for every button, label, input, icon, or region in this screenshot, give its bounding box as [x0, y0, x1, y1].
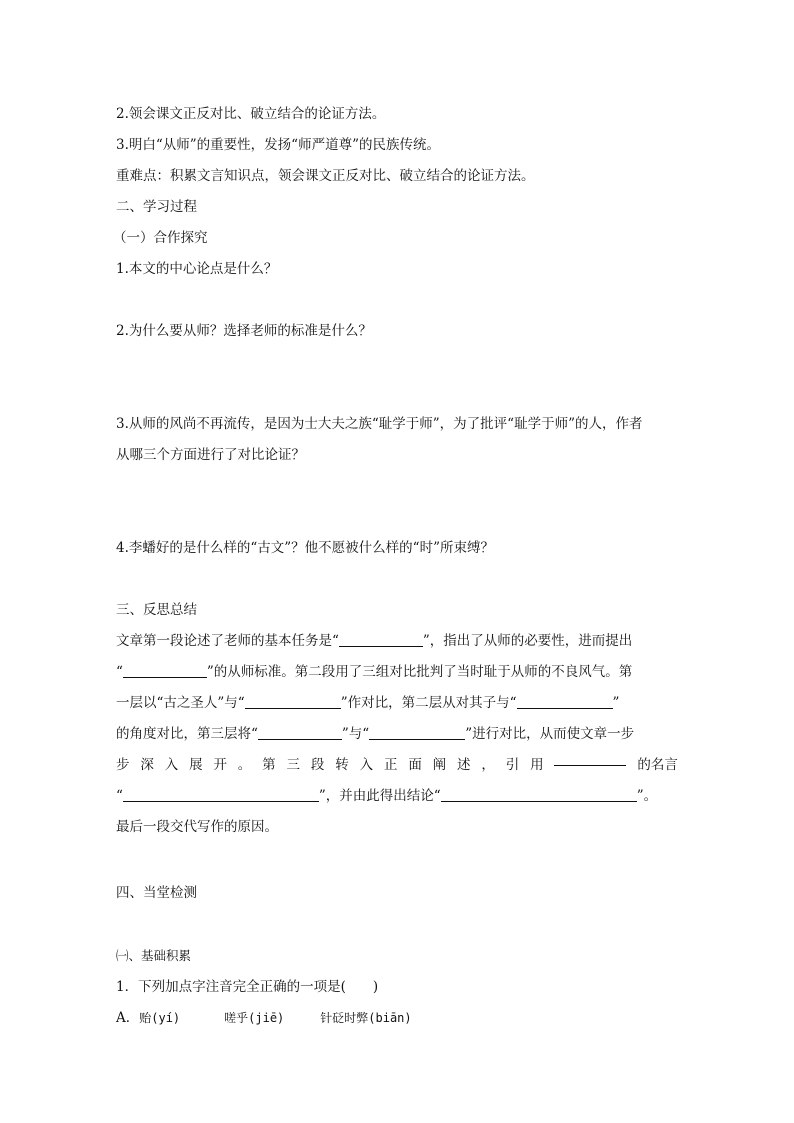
summary-row-2 — [116, 657, 678, 688]
summary-char: 深 — [140, 757, 154, 773]
summary-row-4 — [116, 719, 678, 750]
question-4: 4.李蟠好的是什么样的“古文”？他不愿被什么样的“时”所束缚？ — [116, 540, 494, 556]
summary-char: 面 — [408, 757, 422, 773]
summary-char: 三 — [286, 757, 301, 773]
fill-blank[interactable] — [554, 750, 626, 766]
option-item: 嗟乎(jiē) — [224, 1011, 285, 1025]
summary-char: 正 — [383, 757, 398, 773]
summary-char: ， — [481, 757, 495, 773]
section-4-heading: 四、当堂检测 — [116, 885, 197, 901]
summary-char: 入 — [164, 757, 179, 773]
summary-row-1 — [116, 626, 678, 657]
summary-text: ” — [612, 695, 620, 711]
fill-blank[interactable] — [441, 786, 637, 802]
summary-text: ”的从师标准。第二段用了三组对比批判了当时耻于从师的不良风气。第 — [206, 664, 633, 680]
fill-blank[interactable] — [123, 662, 207, 678]
summary-char: 转 — [335, 757, 349, 773]
summary-char: 用 — [530, 757, 544, 773]
summary-text: ”进行对比，从而使文章一步 — [465, 726, 635, 742]
summary-text: “ — [116, 664, 123, 680]
summary-text: ”与“ — [341, 726, 370, 742]
summary-row-6 — [116, 781, 678, 812]
summary-text: 的角度对比，第三层将“ — [116, 726, 258, 742]
summary-char: 展 — [189, 757, 203, 773]
fill-blank[interactable] — [369, 724, 465, 740]
option-item: 针砭时弊(biān) — [320, 1011, 412, 1025]
question-3-line-2: 从哪三个方面进行了对比论证？ — [116, 447, 305, 463]
summary-text: ”，指出了从师的必要性，进而提出 — [422, 633, 633, 649]
option-label: A． — [116, 1010, 140, 1026]
summary-char: 第 — [262, 757, 276, 773]
summary-text: ”作对比，第二层从对其子与“ — [340, 695, 517, 711]
summary-text: 一层以“古之圣人”与“ — [116, 695, 245, 711]
fill-blank[interactable] — [517, 693, 613, 709]
mcq-option-a[interactable] — [116, 1008, 412, 1028]
mcq-question: 1．下列加点字注音完全正确的一项是( ) — [116, 979, 379, 995]
summary-char: 开 — [213, 757, 227, 773]
question-1: 1.本文的中心论点是什么？ — [116, 261, 278, 277]
summary-char: 述 — [457, 757, 471, 773]
summary-text: 文章第一段论述了老师的基本任务是“ — [116, 633, 339, 649]
summary-text: 最后一段交代写作的原因。 — [116, 819, 278, 835]
summary-row-5 — [116, 750, 678, 781]
section-2-heading: 二、学习过程 — [116, 199, 197, 215]
summary-char: 步 — [116, 757, 130, 773]
summary-text: ”。 — [636, 788, 658, 804]
summary-char: 段 — [310, 757, 325, 773]
question-3-line-1: 3.从师的风尚不再流传，是因为士大夫之族“耻学于师”，为了批评“耻学于师”的人，作者 — [116, 416, 643, 432]
objective-3: 3.明白“从师”的重要性，发扬“师严道尊”的民族传统。 — [116, 137, 440, 153]
fill-blank[interactable] — [123, 786, 319, 802]
key-points: 重难点：积累文言知识点，领会课文正反对比、破立结合的论证方法。 — [116, 168, 535, 184]
objective-2: 2.领会课文正反对比、破立结合的论证方法。 — [116, 106, 386, 122]
fill-blank[interactable] — [339, 631, 423, 647]
option-item: 贻(yí) — [139, 1011, 181, 1025]
fill-blank[interactable] — [245, 693, 341, 709]
fill-blank[interactable] — [258, 724, 342, 740]
summary-char: 入 — [359, 757, 374, 773]
question-2: 2.为什么要从师？选择老师的标准是什么？ — [116, 323, 372, 339]
summary-char: 。 — [237, 757, 252, 773]
summary-row-7 — [116, 812, 678, 843]
summary-text: ”，并由此得出结论“ — [318, 788, 441, 804]
summary-char: 引 — [505, 757, 520, 773]
summary-char: 阐 — [432, 757, 447, 773]
basic-accumulation-heading: ㈠、基础积累 — [116, 948, 192, 963]
summary-text: 的名言 — [637, 757, 678, 773]
section-3-heading: 三、反思总结 — [116, 602, 197, 618]
summary-text: “ — [116, 788, 123, 804]
subsection-1-heading: （一）合作探究 — [113, 230, 208, 246]
summary-row-3 — [116, 688, 678, 719]
summary-paragraph — [116, 626, 678, 843]
